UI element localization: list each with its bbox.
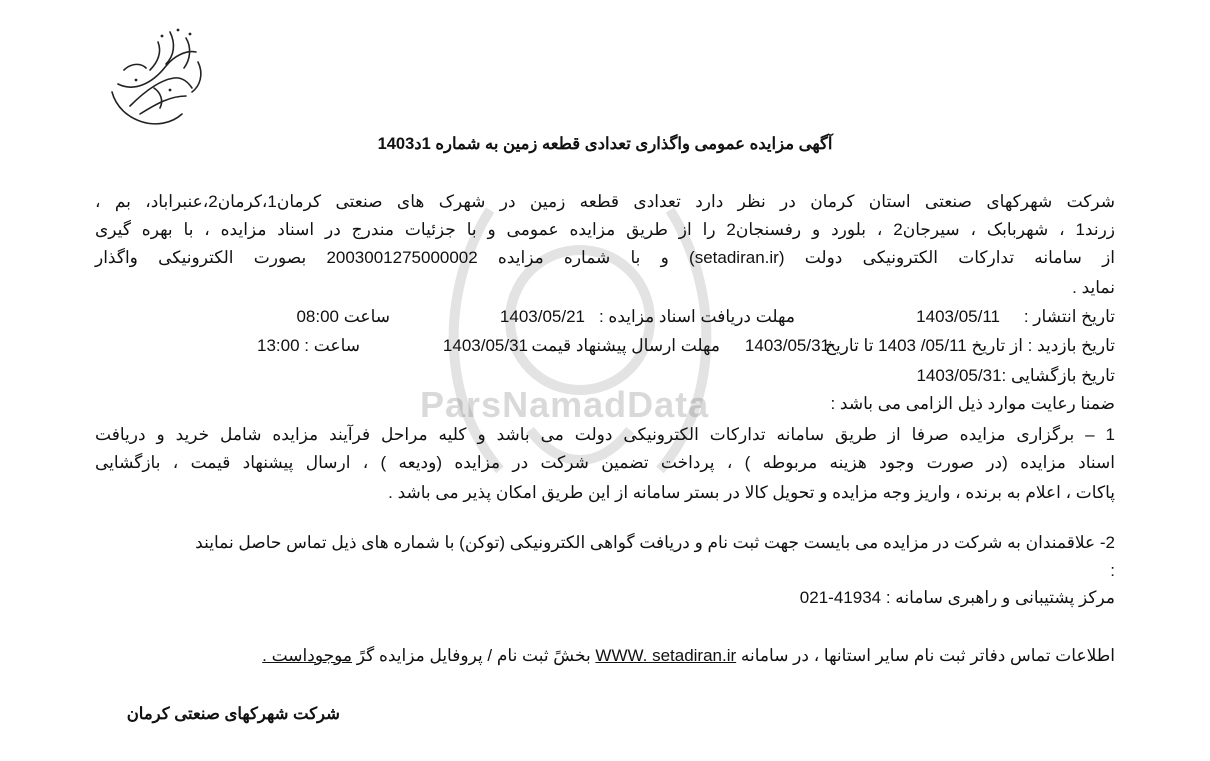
signature: شرکت شهرکهای صنعتی کرمان xyxy=(126,705,340,723)
visit-label: تاریخ بازدید : از تاریخ 05/11/ 1403 تا تاریخ xyxy=(824,336,1115,355)
notes-intro: ضمنا رعایت موارد ذیل الزامی می باشد : xyxy=(830,394,1115,413)
contact-end: موجوداست . xyxy=(262,646,353,665)
intro-line: شرکت شهرکهای صنعتی استان کرمان در نظر دارد تعدادی قطعه زمین در شهرک های صنعتی کرمان1،کرمان2،عنبراباد، بم ، xyxy=(95,192,1115,211)
company-logo xyxy=(100,22,210,134)
doc-deadline-label: مهلت دریافت اسناد مزایده : xyxy=(598,307,795,326)
contact-middle: بخشً ثبت نام / پروفایل مزایده گرً xyxy=(356,646,591,665)
offer-label: مهلت ارسال پیشنهاد قیمت xyxy=(531,336,720,355)
intro-line: نماید . xyxy=(1072,278,1115,297)
note-1-line: 1 – برگزاری مزایده صرفا از طریق سامانه تدارکات الکترونیکی دولت می باشد و کلیه مراحل فرآیند مزایده شامل خرید و دریافت xyxy=(95,425,1115,444)
visit-end-date: 1403/05/31 xyxy=(744,336,830,355)
note-1-line: اسناد مزایده (در صورت وجود هزینه مربوطه ) ، پرداخت تضمین شرکت در مزایده (ودیعه ) ، ارسال پیشنهاد قیمت ، بازگشایی xyxy=(95,453,1115,472)
note-2-line: : xyxy=(1110,561,1115,580)
offer-date: 1403/05/31 xyxy=(442,336,528,355)
doc-deadline-time: ساعت 08:00 xyxy=(296,307,390,326)
watermark-text: ParsNamadData xyxy=(420,384,710,425)
publish-date: 1403/05/11 xyxy=(916,307,1000,326)
note-1-line: پاکات ، اعلام به برنده ، واریز وجه مزایده و تحویل کالا در بستر سامانه از این طریق امکان پذیر می باشد . xyxy=(388,483,1115,502)
note-2-line: 2- علاقمندان به شرکت در مزایده می بایست جهت ثبت نام و دریافت گواهی الکترونیکی (توکن) با شماره های ذیل تماس حاصل نمایند xyxy=(195,533,1115,552)
publish-date-label: تاریخ انتشار : xyxy=(1023,307,1115,326)
opening-date: تاریخ بازگشایی :1403/05/31 xyxy=(916,366,1115,385)
contact-prefix: اطلاعات تماس دفاتر ثبت نام سایر استانها ، در سامانه xyxy=(740,646,1115,665)
offer-time: ساعت : 13:00 xyxy=(257,336,360,355)
support-line: مرکز پشتیبانی و راهبری سامانه : 41934-021 xyxy=(799,588,1115,607)
doc-deadline-date: 1403/05/21 xyxy=(499,307,585,326)
intro-line: زرند1 ، شهربابک ، سیرجان2 ، بلورد و رفسنجان2 را از طریق مزایده عمومی و با جزئیات مندرج در اسناد مزایده ، با بهره گیری xyxy=(95,220,1115,239)
contact-line xyxy=(262,644,1115,668)
notice-title: آگهی مزایده عمومی واگذاری تعدادی قطعه زمین به شماره 1د1403 xyxy=(377,135,833,153)
intro-line: از سامانه تدارکات الکترونیکی دولت (setadiran.ir) و با شماره مزایده 2003001275000002 بصورت الکترونیکی واگذار xyxy=(95,248,1115,267)
setadiran-link[interactable]: WWW. setadiran.ir xyxy=(595,646,737,665)
